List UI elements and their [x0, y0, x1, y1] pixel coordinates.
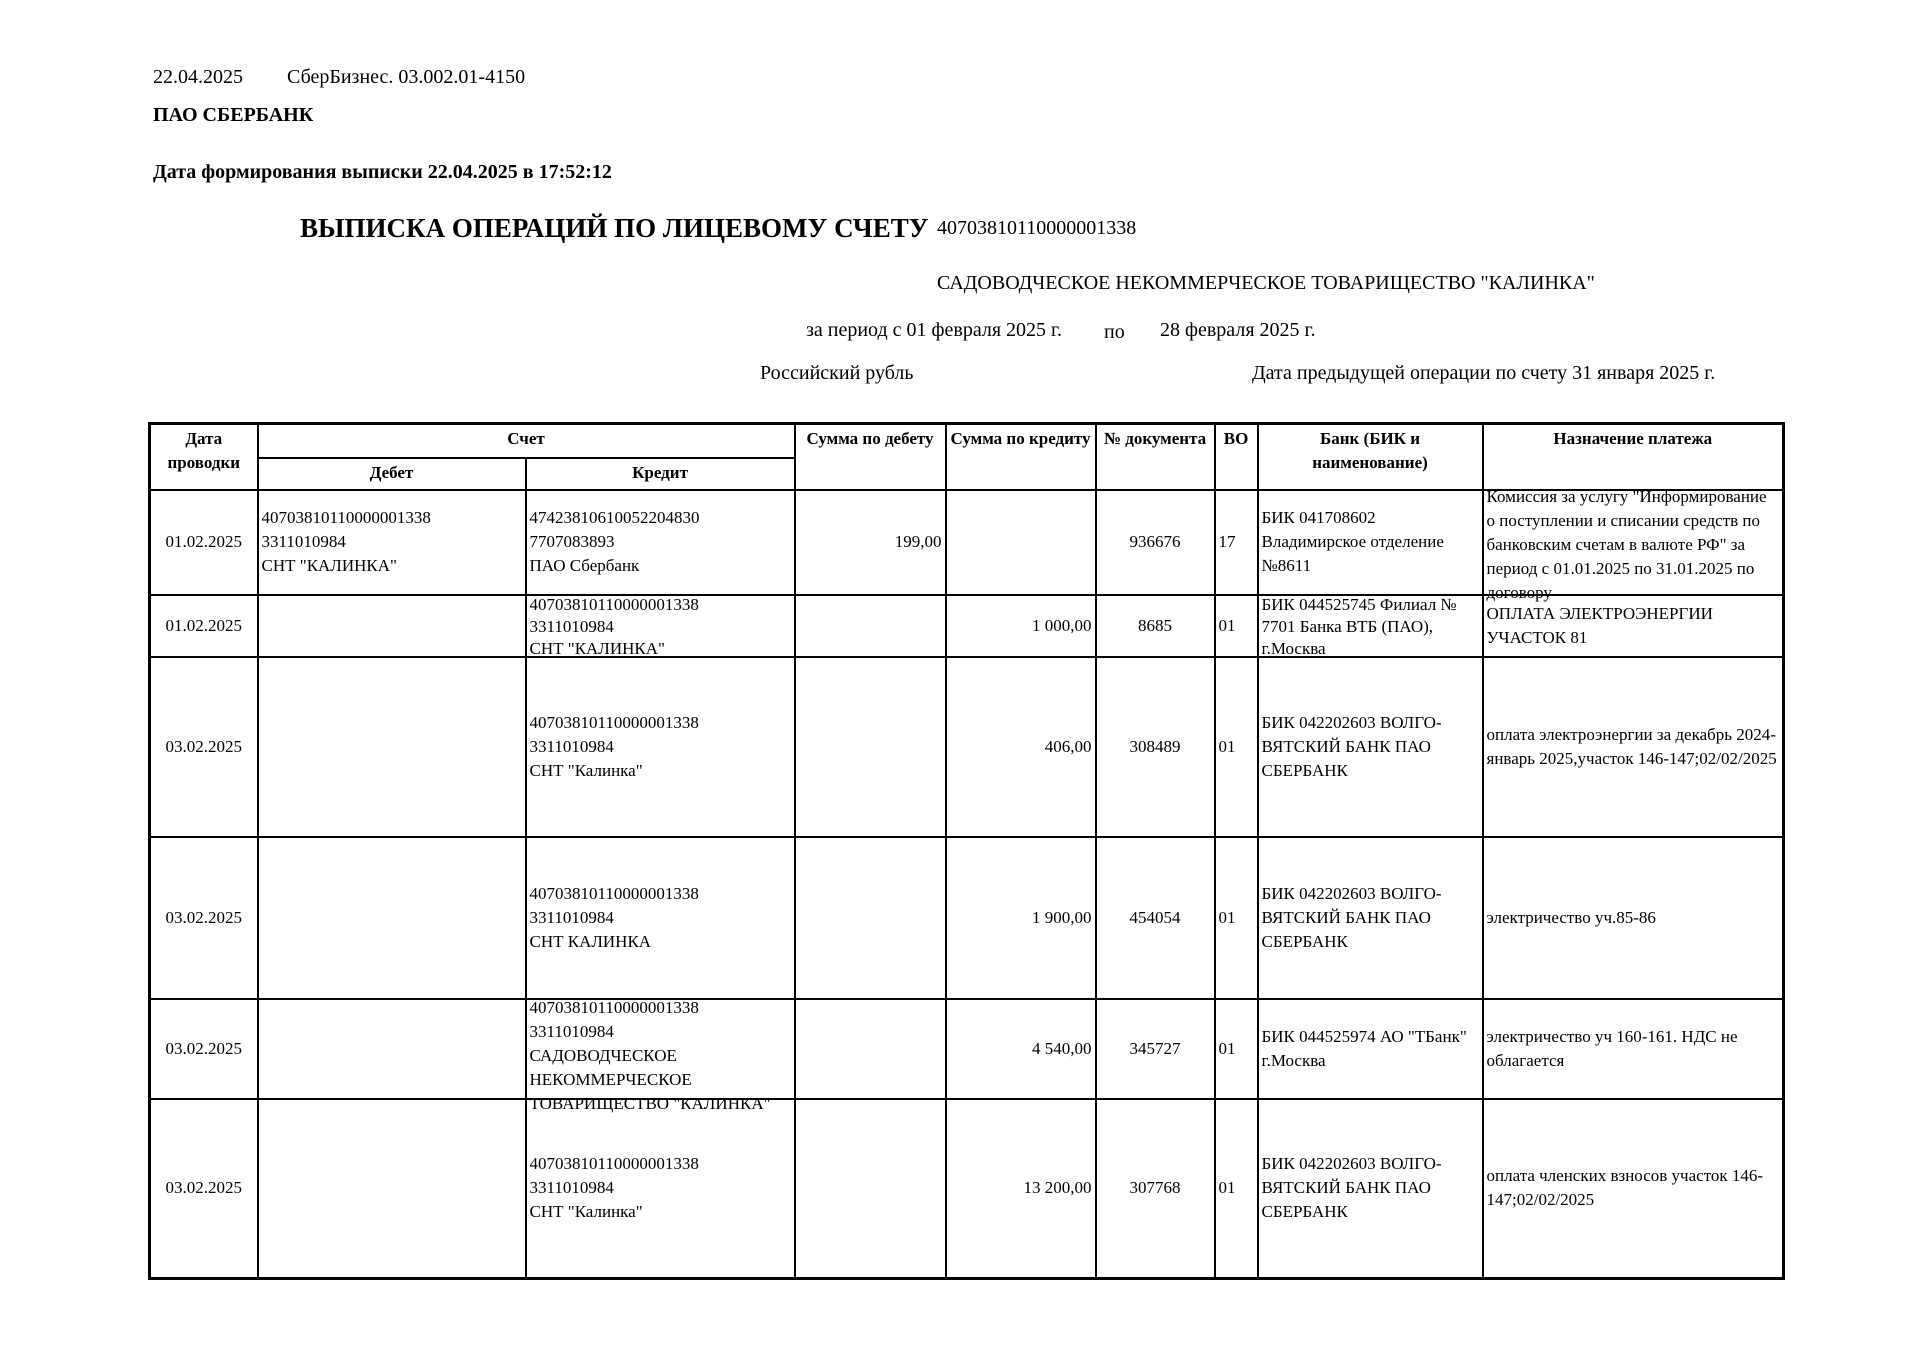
row-sum-credit: 13 200,00 — [946, 1099, 1096, 1279]
row-vo: 01 — [1215, 1099, 1258, 1279]
table-row — [150, 1099, 1784, 1279]
row-purpose-text: Комиссия за услугу "Информирование о поступлении и списании средств по банковским счетам в валюте РФ" за период с 01.01.2025 по 31.01.2025 по договору — [1486, 486, 1767, 602]
row-credit-account — [526, 595, 795, 657]
row-debit-account — [258, 1099, 526, 1279]
row-doc-no: 307768 — [1096, 1099, 1215, 1279]
row-sum-debit — [795, 999, 946, 1099]
row-date: 03.02.2025 — [150, 657, 258, 837]
row-doc-no: 454054 — [1096, 837, 1215, 999]
row-sum-credit: 406,00 — [946, 657, 1096, 837]
row-doc-no: 345727 — [1096, 999, 1215, 1099]
row-debit-account — [258, 657, 526, 837]
period-from: за период с 01 февраля 2025 г. — [806, 319, 1062, 341]
row-credit-account: 40703810110000001338 3311010984 СНТ "Калинка" — [526, 1099, 795, 1279]
col-vo: ВО — [1215, 424, 1258, 490]
previous-operation-date: Дата предыдущей операции по счету 31 января 2025 г. — [1252, 362, 1716, 384]
generation-date: Дата формирования выписки 22.04.2025 в 17:52:12 — [153, 161, 612, 183]
table-row — [150, 490, 1784, 595]
row-debit-account — [258, 999, 526, 1099]
operations-table — [148, 422, 1785, 1280]
row-credit-account — [526, 997, 795, 1113]
row-sum-credit: 4 540,00 — [946, 999, 1096, 1099]
row-sum-credit — [946, 490, 1096, 595]
row-date: 03.02.2025 — [150, 1099, 258, 1279]
row-debit-account: 40703810110000001338 3311010984 СНТ "КАЛИНКА" — [258, 490, 526, 595]
row-bank: БИК 042202603 ВОЛГО- ВЯТСКИЙ БАНК ПАО СБЕРБАНК — [1258, 657, 1483, 837]
row-sum-debit — [795, 595, 946, 657]
row-sum-credit: 1 900,00 — [946, 837, 1096, 999]
organization-name: САДОВОДЧЕСКОЕ НЕКОММЕРЧЕСКОЕ ТОВАРИЩЕСТВО "КАЛИНКА" — [937, 272, 1595, 294]
row-purpose: электричество уч 160-161. НДС не облагается — [1483, 999, 1784, 1099]
row-bank: БИК 041708602 Владимирское отделение №8611 — [1258, 490, 1483, 595]
bank-name: ПАО СБЕРБАНК — [153, 104, 314, 126]
row-credit-account: 40703810110000001338 3311010984 СНТ КАЛИНКА — [526, 837, 795, 999]
col-sum-debit: Сумма по дебету — [795, 424, 946, 490]
system-version: СберБизнес. 03.002.01-4150 — [287, 66, 526, 88]
row-vo: 01 — [1215, 999, 1258, 1099]
row-sum-debit — [795, 837, 946, 999]
row-bank: БИК 044525974 АО "ТБанк" г.Москва — [1258, 999, 1483, 1099]
table-row — [150, 999, 1784, 1099]
row-date: 03.02.2025 — [150, 837, 258, 999]
row-purpose: ОПЛАТА ЭЛЕКТРОЭНЕРГИИ УЧАСТОК 81 — [1483, 595, 1784, 657]
row-sum-credit: 1 000,00 — [946, 595, 1096, 657]
account-number: 40703810110000001338 — [937, 217, 1137, 239]
row-debit-account — [258, 595, 526, 657]
row-date: 03.02.2025 — [150, 999, 258, 1099]
row-purpose: оплата членских взносов участок 146-147;02/02/2025 — [1483, 1099, 1784, 1279]
row-purpose — [1483, 486, 1784, 602]
row-sum-debit: 199,00 — [795, 490, 946, 595]
row-sum-debit — [795, 1099, 946, 1279]
col-sum-credit: Сумма по кредиту — [946, 424, 1096, 490]
row-bank-text: БИК 044525745 Филиал № 7701 Банка ВТБ (ПАО), г.Москва — [1261, 594, 1457, 658]
row-credit-account: 47423810610052204830 7707083893 ПАО Сбербанк — [526, 490, 795, 595]
row-credit-account: 40703810110000001338 3311010984 СНТ "Калинка" — [526, 657, 795, 837]
row-purpose: оплата электроэнергии за декабрь 2024-январь 2025,участок 146-147;02/02/2025 — [1483, 657, 1784, 837]
row-bank: БИК 042202603 ВОЛГО- ВЯТСКИЙ БАНК ПАО СБЕРБАНК — [1258, 1099, 1483, 1279]
row-vo: 01 — [1215, 657, 1258, 837]
col-debit-account: Дебет — [258, 458, 526, 490]
col-doc-no: № документа — [1096, 424, 1215, 490]
table-row — [150, 595, 1784, 657]
row-bank: БИК 042202603 ВОЛГО- ВЯТСКИЙ БАНК ПАО СБЕРБАНК — [1258, 837, 1483, 999]
row-sum-debit — [795, 657, 946, 837]
col-account: Счет — [258, 424, 795, 458]
row-credit-account-text: 40703810110000001338 3311010984 САДОВОДЧЕСКОЕ НЕКОММЕРЧЕСКОЕ ТОВАРИЩЕСТВО "КАЛИНКА" — [529, 997, 771, 1113]
row-bank — [1258, 595, 1483, 657]
header-row — [150, 424, 1784, 458]
period-separator: по — [1104, 321, 1125, 343]
row-doc-no: 308489 — [1096, 657, 1215, 837]
row-debit-account — [258, 837, 526, 999]
row-doc-no: 936676 — [1096, 490, 1215, 595]
row-vo: 01 — [1215, 595, 1258, 657]
col-credit-account: Кредит — [526, 458, 795, 490]
col-purpose: Назначение платежа — [1483, 424, 1784, 490]
table-row — [150, 657, 1784, 837]
row-doc-no: 8685 — [1096, 595, 1215, 657]
print-date: 22.04.2025 — [153, 66, 243, 88]
col-bank: Банк (БИК и наименование) — [1258, 424, 1483, 490]
row-purpose: электричество уч.85-86 — [1483, 837, 1784, 999]
row-date: 01.02.2025 — [150, 595, 258, 657]
col-date: Дата проводки — [150, 424, 258, 490]
currency: Российский рубль — [760, 362, 914, 384]
table-row — [150, 837, 1784, 999]
row-vo: 01 — [1215, 837, 1258, 999]
period-to: 28 февраля 2025 г. — [1160, 319, 1316, 341]
row-date: 01.02.2025 — [150, 490, 258, 595]
statement-title: ВЫПИСКА ОПЕРАЦИЙ ПО ЛИЦЕВОМУ СЧЕТУ — [300, 213, 929, 243]
row-vo: 17 — [1215, 490, 1258, 595]
row-credit-account-text: 40703810110000001338 3311010984 СНТ "КАЛИНКА" — [529, 594, 699, 658]
